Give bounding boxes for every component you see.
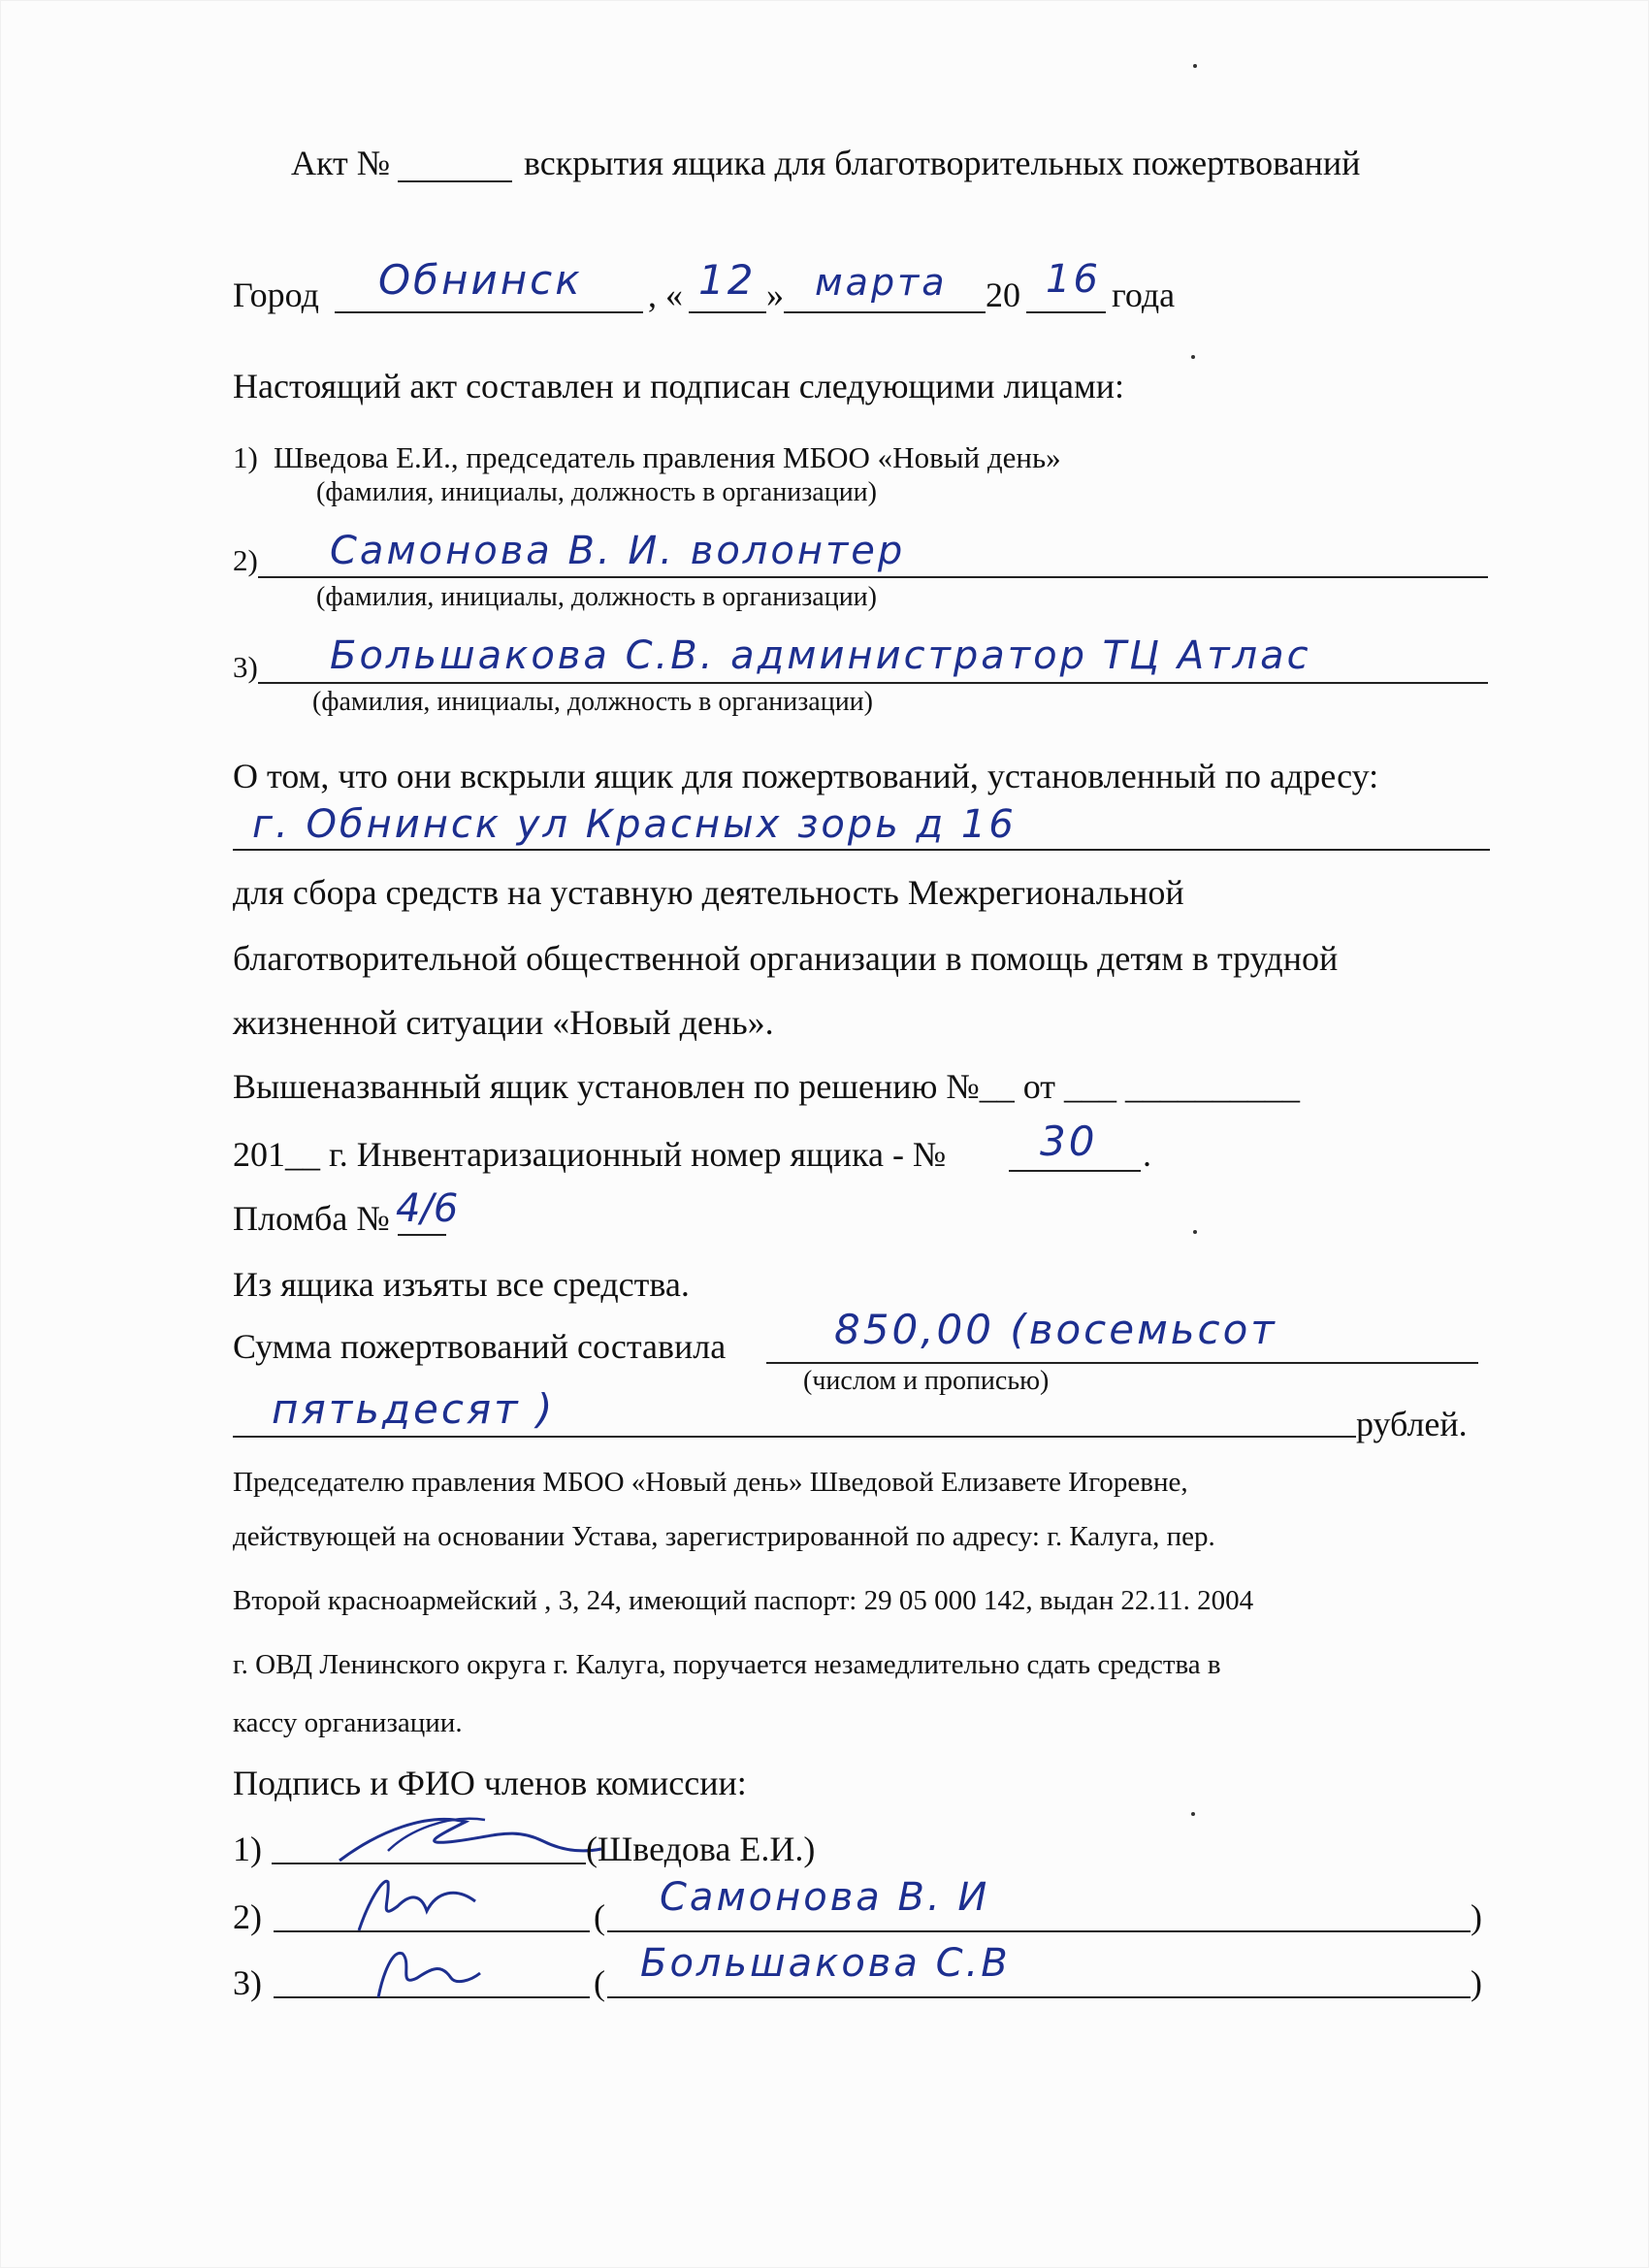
quote-close: » — [766, 275, 784, 314]
chair-line-2: действующей на основании Устава, зарегистрированной по адресу: г. Калуга, пер. — [233, 1521, 1215, 1552]
scan-speck — [1191, 1812, 1195, 1816]
signature-2-name-line — [607, 1930, 1471, 1932]
purpose-line-3: жизненной ситуации «Новый день». — [233, 1003, 774, 1042]
act-number-blank — [398, 180, 512, 182]
signature-2-open: ( — [594, 1897, 605, 1936]
sum-currency: рублей. — [1356, 1405, 1468, 1443]
sum-label: Сумма пожертвований составила — [233, 1327, 727, 1366]
person-3-hint: (фамилия, инициалы, должность в организации) — [312, 687, 873, 717]
month-line — [784, 311, 986, 313]
person-1-printed: Шведова Е.И., председатель правления МБОО «Новый день» — [274, 440, 1061, 474]
act-title-prefix: Акт № — [291, 144, 391, 182]
seal-handwritten: 4/6 — [396, 1186, 459, 1231]
year-line — [1026, 311, 1106, 313]
act-title-suffix: вскрытия ящика для благотворительных пожертвований — [524, 144, 1361, 182]
scan-speck — [1191, 355, 1195, 359]
purpose-line-1: для сбора средств на уставную деятельность Межрегиональной — [233, 873, 1184, 912]
signature-2-name: Самонова В. И — [660, 1875, 990, 1920]
person-1-hint: (фамилия, инициалы, должность в организации) — [316, 477, 877, 507]
signature-2-scribble — [330, 1863, 524, 1940]
quote-open: , « — [648, 275, 683, 314]
year-suffix: года — [1112, 275, 1176, 314]
year-prefix: 20 — [986, 275, 1020, 314]
decision-line-1: Вышеназванный ящик установлен по решению №__ от ___ __________ — [233, 1067, 1300, 1106]
sum-line — [766, 1362, 1478, 1364]
decision-line-2-prefix: 201__ г. Инвентаризационный номер ящика - № — [233, 1135, 947, 1174]
person-3-line — [258, 682, 1488, 684]
address-handwritten: г. Обнинск ул Красных зорь д 16 — [252, 802, 1017, 847]
person-2-line — [258, 576, 1488, 578]
signatures-header: Подпись и ФИО членов комиссии: — [233, 1764, 747, 1802]
person-2-hint: (фамилия, инициалы, должность в организации) — [316, 582, 877, 612]
signature-1-number: 1) — [233, 1830, 262, 1868]
signature-3-name: Большакова С.В — [640, 1941, 1011, 1986]
signature-3-name-line — [607, 1996, 1471, 1998]
scan-speck — [1193, 64, 1197, 68]
sum-line-2 — [233, 1436, 1356, 1438]
signature-1-name: (Шведова Е.И.) — [586, 1830, 816, 1868]
city-handwritten: Обнинск — [378, 256, 583, 304]
year-handwritten: 16 — [1046, 257, 1101, 302]
chair-line-4: г. ОВД Ленинского округа г. Калуга, поручается незамедлительно сдать средства в — [233, 1649, 1221, 1680]
sum-hint: (числом и прописью) — [803, 1366, 1050, 1396]
intro-text: Настоящий акт составлен и подписан следующими лицами: — [233, 367, 1125, 405]
person-3-handwritten: Большакова С.В. администратор ТЦ Атлас — [330, 633, 1311, 678]
seal-line — [398, 1234, 446, 1236]
address-line — [233, 849, 1490, 851]
scan-speck — [1193, 1230, 1197, 1234]
signature-2-number: 2) — [233, 1897, 262, 1936]
sum-handwritten-2: пятьдесят ) — [272, 1385, 556, 1433]
chair-line-5: кассу организации. — [233, 1707, 463, 1738]
signature-3-number: 3) — [233, 1963, 262, 2002]
chair-line-1: Председателю правления МБОО «Новый день» Шведовой Елизавете Игоревне, — [233, 1467, 1188, 1498]
withdrawn-text: Из ящика изъяты все средства. — [233, 1265, 690, 1304]
day-handwritten: 12 — [698, 256, 757, 304]
chair-line-3: Второй красноармейский , 3, 24, имеющий паспорт: 29 05 000 142, выдан 22.11. 2004 — [233, 1585, 1254, 1616]
person-2-handwritten: Самонова В. И. волонтер — [330, 529, 906, 573]
signature-3-scribble — [359, 1934, 495, 2012]
purpose-line-2: благотворительной общественной организации в помощь детям в трудной — [233, 939, 1339, 978]
decision-line-2-suffix: . — [1143, 1135, 1151, 1174]
city-label: Город — [233, 275, 319, 314]
person-1-number: 1) — [233, 440, 258, 474]
signature-3-open: ( — [594, 1963, 605, 2002]
day-line — [689, 311, 766, 313]
address-intro: О том, что они вскрыли ящик для пожертвований, установленный по адресу: — [233, 757, 1379, 795]
city-line — [335, 311, 643, 313]
person-3-number: 3) — [233, 650, 258, 684]
seal-label: Пломба № — [233, 1199, 390, 1238]
inventory-handwritten: 30 — [1040, 1118, 1098, 1165]
signature-3-close: ) — [1471, 1963, 1482, 2002]
month-handwritten: марта — [815, 261, 948, 304]
person-2-number: 2) — [233, 543, 258, 577]
sum-handwritten: 850,00 (восемьсот — [834, 1306, 1277, 1353]
inventory-line — [1009, 1170, 1141, 1172]
signature-2-close: ) — [1471, 1897, 1482, 1936]
